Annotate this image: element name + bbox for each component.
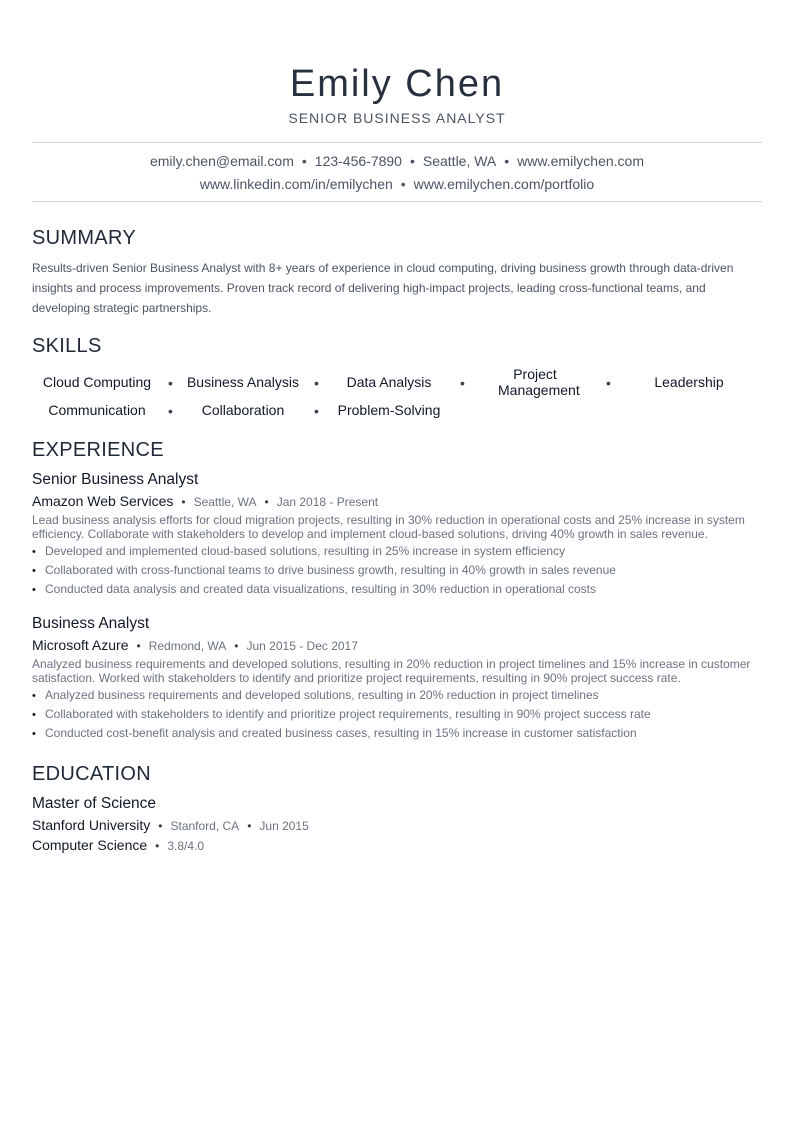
separator-dot: • xyxy=(234,639,239,653)
contact-line-2 xyxy=(32,175,762,193)
skills-row-2 xyxy=(32,402,762,436)
education-field-meta xyxy=(32,837,204,854)
bullet-text: Developed and implemented cloud-based solutions, resulting in 25% increase in system efficiency xyxy=(45,544,566,558)
location-text: Seattle, WA xyxy=(422,153,497,169)
job-meta xyxy=(32,493,378,510)
gpa-value: 3.8/4.0 xyxy=(167,839,205,853)
job-location: Seattle, WA xyxy=(193,495,257,509)
header-divider-bottom xyxy=(32,201,762,202)
contact-line-1 xyxy=(32,152,762,170)
separator-dot: • xyxy=(264,495,269,509)
experience-heading: EXPERIENCE xyxy=(32,439,164,461)
skill-item: Communication xyxy=(48,402,146,418)
linkedin-link[interactable]: www.linkedin.com/in/emilychen xyxy=(199,176,393,192)
skill-separator-dot: • xyxy=(460,375,465,391)
separator-dot: • xyxy=(247,819,252,833)
skill-item: Project Management xyxy=(498,366,580,398)
company-name: Microsoft Azure xyxy=(32,637,129,653)
separator-dot: • xyxy=(158,819,163,833)
job-bullet xyxy=(32,686,762,705)
skill-separator-dot: • xyxy=(606,375,611,391)
skill-separator-dot: • xyxy=(314,403,319,419)
job-title: Business Analyst xyxy=(32,615,150,632)
job-location: Redmond, WA xyxy=(148,639,227,653)
skill-item: Cloud Computing xyxy=(42,374,152,390)
skill-item: Problem-Solving xyxy=(337,402,441,418)
degree-title: Master of Science xyxy=(32,795,157,812)
skill-item: Leadership xyxy=(654,374,724,390)
separator-dot: • xyxy=(136,639,141,653)
job-bullets xyxy=(32,542,762,599)
company-name: Amazon Web Services xyxy=(32,493,174,509)
header-divider-top xyxy=(32,142,762,143)
job-bullet xyxy=(32,561,762,580)
bullet-dot: • xyxy=(32,584,36,596)
job-dates: Jun 2015 - Dec 2017 xyxy=(246,639,358,653)
email-link[interactable]: emily.chen@email.com xyxy=(149,153,294,169)
job-description: Analyzed business requirements and developed solutions, resulting in 20% reduction in project timelines and 15% increase in customer satisfaction. Worked with stakeholders to identify and prioritize project requirements, resulting in 90% project success rate. xyxy=(32,657,751,685)
summary-text: Results-driven Senior Business Analyst with 8+ years of experience in cloud computing, driving business growth through data-driven insights and process improvements. Proven track record of delivering high-impact projects, leading cross-functional teams, and developing strategic partnerships. xyxy=(32,261,734,315)
school-name: Stanford University xyxy=(32,817,151,833)
education-meta xyxy=(32,817,309,834)
job-description: Lead business analysis efforts for cloud migration projects, resulting in 30% reduction in operational costs and 25% increase in system efficiency. Collaborate with stakeholders to develop and implement cloud-based solutions, driving 40% growth in sales revenue. xyxy=(32,513,745,541)
skills-heading: SKILLS xyxy=(32,335,102,357)
skill-item: Business Analysis xyxy=(186,374,300,390)
bullet-dot: • xyxy=(32,690,36,702)
bullet-dot: • xyxy=(32,565,36,577)
job-bullet xyxy=(32,580,762,599)
summary-heading: SUMMARY xyxy=(32,227,136,249)
skill-separator-dot: • xyxy=(168,375,173,391)
job-bullet xyxy=(32,724,762,743)
job-title: Senior Business Analyst xyxy=(32,471,199,488)
job-meta xyxy=(32,637,358,654)
separator-dot: • xyxy=(301,153,307,169)
candidate-title: SENIOR BUSINESS ANALYST xyxy=(288,110,506,126)
skill-separator-dot: • xyxy=(314,375,319,391)
job-dates: Jan 2018 - Present xyxy=(276,495,379,509)
separator-dot: • xyxy=(181,495,186,509)
candidate-name: Emily Chen xyxy=(289,63,505,105)
separator-dot: • xyxy=(409,153,415,169)
field-of-study: Computer Science xyxy=(32,837,148,853)
separator-dot: • xyxy=(400,176,406,192)
separator-dot: • xyxy=(155,839,160,853)
separator-dot: • xyxy=(504,153,510,169)
bullet-text: Analyzed business requirements and developed solutions, resulting in 20% reduction in project timelines xyxy=(45,688,599,702)
skill-separator-dot: • xyxy=(168,403,173,419)
bullet-dot: • xyxy=(32,546,36,558)
job-bullet xyxy=(32,705,762,724)
bullet-text: Collaborated with stakeholders to identify and prioritize project requirements, resulting in 90% project success rate xyxy=(45,707,651,721)
portfolio-link[interactable]: www.emilychen.com/portfolio xyxy=(413,176,595,192)
bullet-text: Collaborated with cross-functional teams to drive business growth, resulting in 40% growth in sales revenue xyxy=(45,563,616,577)
school-location: Stanford, CA xyxy=(170,819,240,833)
skills-row-1 xyxy=(32,366,762,400)
education-heading: EDUCATION xyxy=(32,763,151,785)
bullet-dot: • xyxy=(32,709,36,721)
bullet-text: Conducted data analysis and created data visualizations, resulting in 30% reduction in operational costs xyxy=(45,582,597,596)
phone-number[interactable]: 123-456-7890 xyxy=(314,153,402,169)
bullet-text: Conducted cost-benefit analysis and created business cases, resulting in 15% increase in customer satisfaction xyxy=(45,726,637,740)
skill-item: Collaboration xyxy=(201,402,285,418)
graduation-date: Jun 2015 xyxy=(259,819,309,833)
job-bullet xyxy=(32,542,762,561)
website-link[interactable]: www.emilychen.com xyxy=(517,153,645,169)
job-bullets xyxy=(32,686,762,743)
bullet-dot: • xyxy=(32,728,36,740)
skill-item: Data Analysis xyxy=(346,374,432,390)
